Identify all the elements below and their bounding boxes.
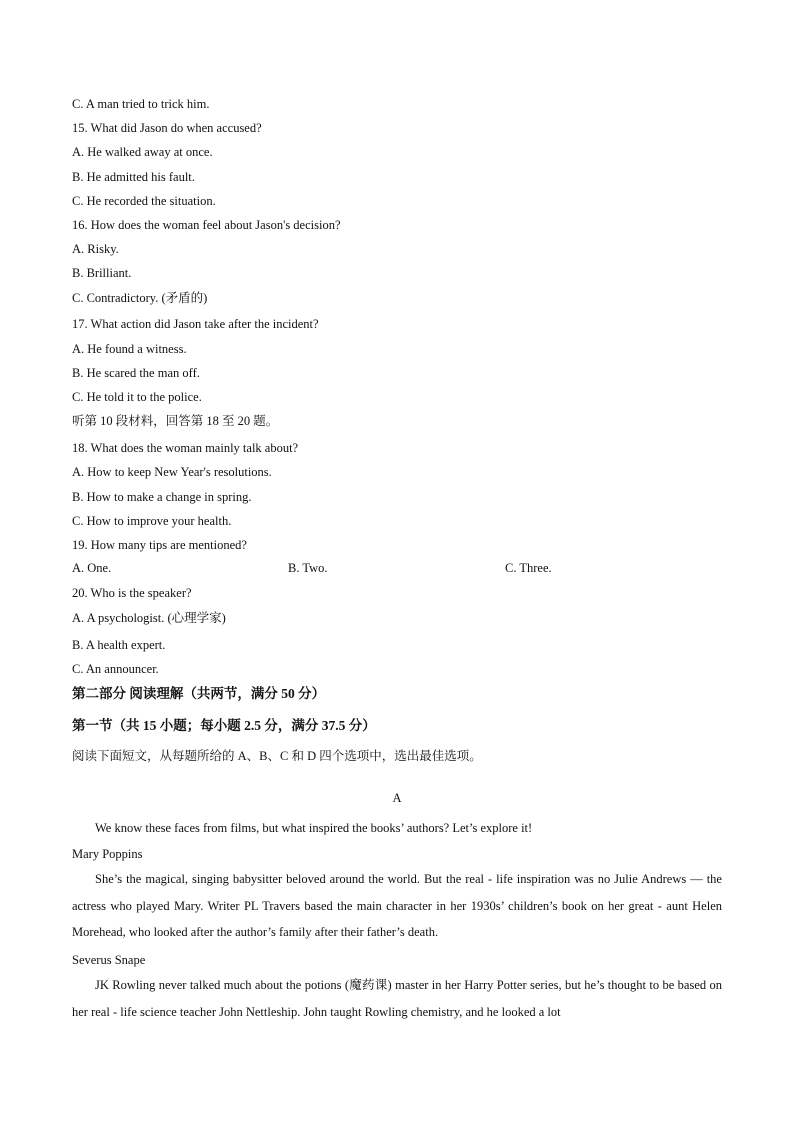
- character-name: Mary Poppins: [72, 847, 143, 861]
- answer-option: A. He walked away at once.: [72, 145, 213, 159]
- answer-option: B. Two.: [288, 561, 328, 575]
- answer-option: C. Three.: [505, 561, 552, 575]
- answer-option: C. An announcer.: [72, 662, 159, 676]
- section-title: 第一节（共 15 小题；每小题 2.5 分，满分 37.5 分）: [72, 718, 376, 733]
- listening-instruction: 听第 10 段材料，回答第 18 至 20 题。: [72, 414, 279, 428]
- character-name: Severus Snape: [72, 953, 146, 967]
- answer-option: C. He recorded the situation.: [72, 194, 216, 208]
- answer-option: A. A psychologist. (心理学家): [72, 611, 226, 625]
- answer-option: B. He admitted his fault.: [72, 170, 195, 184]
- character-paragraph: JK Rowling never talked much about the potions (魔药课) master in her Harry Potter series, but he’s thought to be based on her real - life science teacher John Nettleship. John taught Rowling chemistry, and he looked a lot: [72, 978, 722, 1019]
- question-20: 20. Who is the speaker?: [72, 586, 192, 600]
- answer-option: B. A health expert.: [72, 638, 166, 652]
- answer-option: B. He scared the man off.: [72, 366, 200, 380]
- answer-option: B. Brilliant.: [72, 266, 132, 280]
- question-17: 17. What action did Jason take after the incident?: [72, 317, 319, 331]
- question-15: 15. What did Jason do when accused?: [72, 121, 262, 135]
- answer-option: B. How to make a change in spring.: [72, 490, 252, 504]
- question-16: 16. How does the woman feel about Jason's decision?: [72, 218, 341, 232]
- answer-option: C. How to improve your health.: [72, 514, 232, 528]
- question-18: 18. What does the woman mainly talk about?: [72, 441, 299, 455]
- reading-instruction: 阅读下面短文，从每题所给的 A、B、C 和 D 四个选项中，选出最佳选项。: [72, 749, 482, 763]
- answer-option: C. A man tried to trick him.: [72, 97, 210, 111]
- passage-label: A: [392, 791, 402, 805]
- answer-option: A. One.: [72, 561, 112, 575]
- answer-option: C. He told it to the police.: [72, 390, 202, 404]
- passage-intro: We know these faces from films, but what inspired the books’ authors? Let’s explore it!: [95, 821, 533, 835]
- answer-option: A. How to keep New Year's resolutions.: [72, 465, 272, 479]
- answer-option: C. Contradictory. (矛盾的): [72, 291, 208, 305]
- answer-option: A. He found a witness.: [72, 342, 187, 356]
- question-19: 19. How many tips are mentioned?: [72, 538, 247, 552]
- answer-option: A. Risky.: [72, 242, 119, 256]
- character-paragraph: She’s the magical, singing babysitter beloved around the world. But the real - life inspiration was no Julie Andrews — the actress who played Mary. Writer PL Travers based the main character in her 1930s’ children’s book on her great - aunt Helen Morehead, who looked after the author’s family after their father’s death.: [72, 872, 722, 939]
- part-title: 第二部分 阅读理解（共两节，满分 50 分）: [72, 686, 326, 701]
